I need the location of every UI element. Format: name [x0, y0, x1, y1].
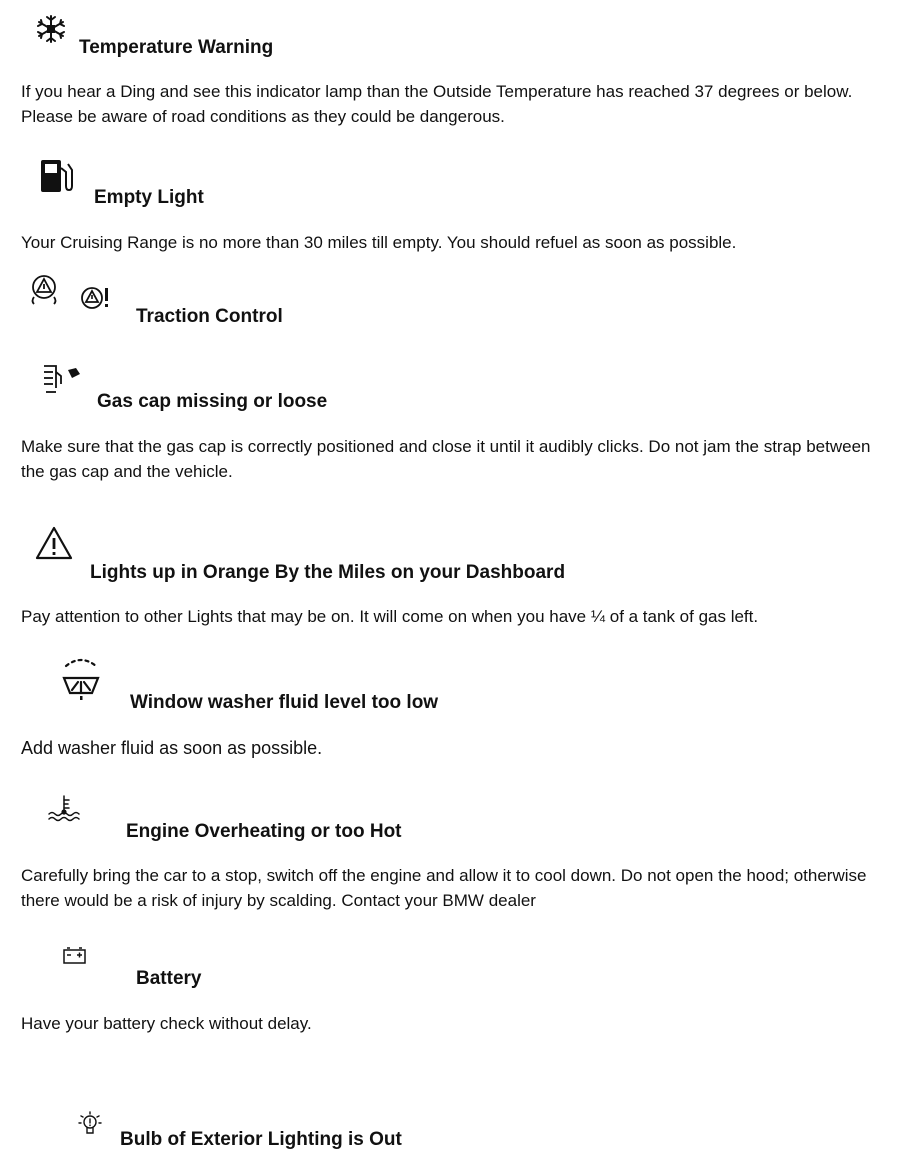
entry-title-traction-control: Traction Control [136, 306, 283, 327]
traction-control-icon [28, 274, 118, 312]
entry-title-empty-light: Empty Light [94, 187, 204, 208]
washer-fluid-icon [60, 656, 102, 702]
fuel-pump-icon [38, 158, 74, 194]
entry-title-temperature-warning: Temperature Warning [79, 37, 274, 58]
battery-icon [62, 946, 88, 966]
entry-body-orange-light: Pay attention to other Lights that may be on. It will come on when you have ¼ of a tank of gas left. [21, 607, 759, 626]
warning-triangle-icon [34, 525, 74, 561]
entry-title-battery: Battery [136, 968, 202, 989]
entry-body-washer-fluid: Add washer fluid as soon as possible. [21, 738, 323, 758]
entry-body-temperature-warning: If you hear a Ding and see this indicator lamp than the Outside Temperature has reached 37 degrees or below. Please be aware of road conditions as they could be dangerous. [21, 82, 853, 126]
entry-body-engine-overheating: Carefully bring the car to a stop, switch off the engine and allow it to cool down. Do not open the hood; otherwise there would be a risk of injury by scalding. Contact your BMW dealer [21, 866, 867, 910]
coolant-temperature-icon [46, 794, 82, 822]
entry-title-orange-light: Lights up in Orange By the Miles on your Dashboard [90, 562, 566, 583]
bulb-out-icon [76, 1110, 104, 1138]
entry-title-bulb-out: Bulb of Exterior Lighting is Out [120, 1129, 402, 1150]
entry-body-battery: Have your battery check without delay. [21, 1014, 312, 1033]
snowflake-icon [34, 14, 68, 44]
entry-title-engine-overheating: Engine Overheating or too Hot [126, 821, 402, 842]
entry-body-empty-light: Your Cruising Range is no more than 30 miles till empty. You should refuel as soon as possible. [21, 233, 737, 252]
gas-cap-icon [40, 362, 82, 396]
entry-title-washer-fluid: Window washer fluid level too low [130, 692, 439, 713]
entry-title-gas-cap: Gas cap missing or loose [97, 391, 328, 412]
entry-body-gas-cap: Make sure that the gas cap is correctly positioned and close it until it audibly clicks. Do not jam the strap between the gas cap and the vehicle. [21, 437, 871, 481]
